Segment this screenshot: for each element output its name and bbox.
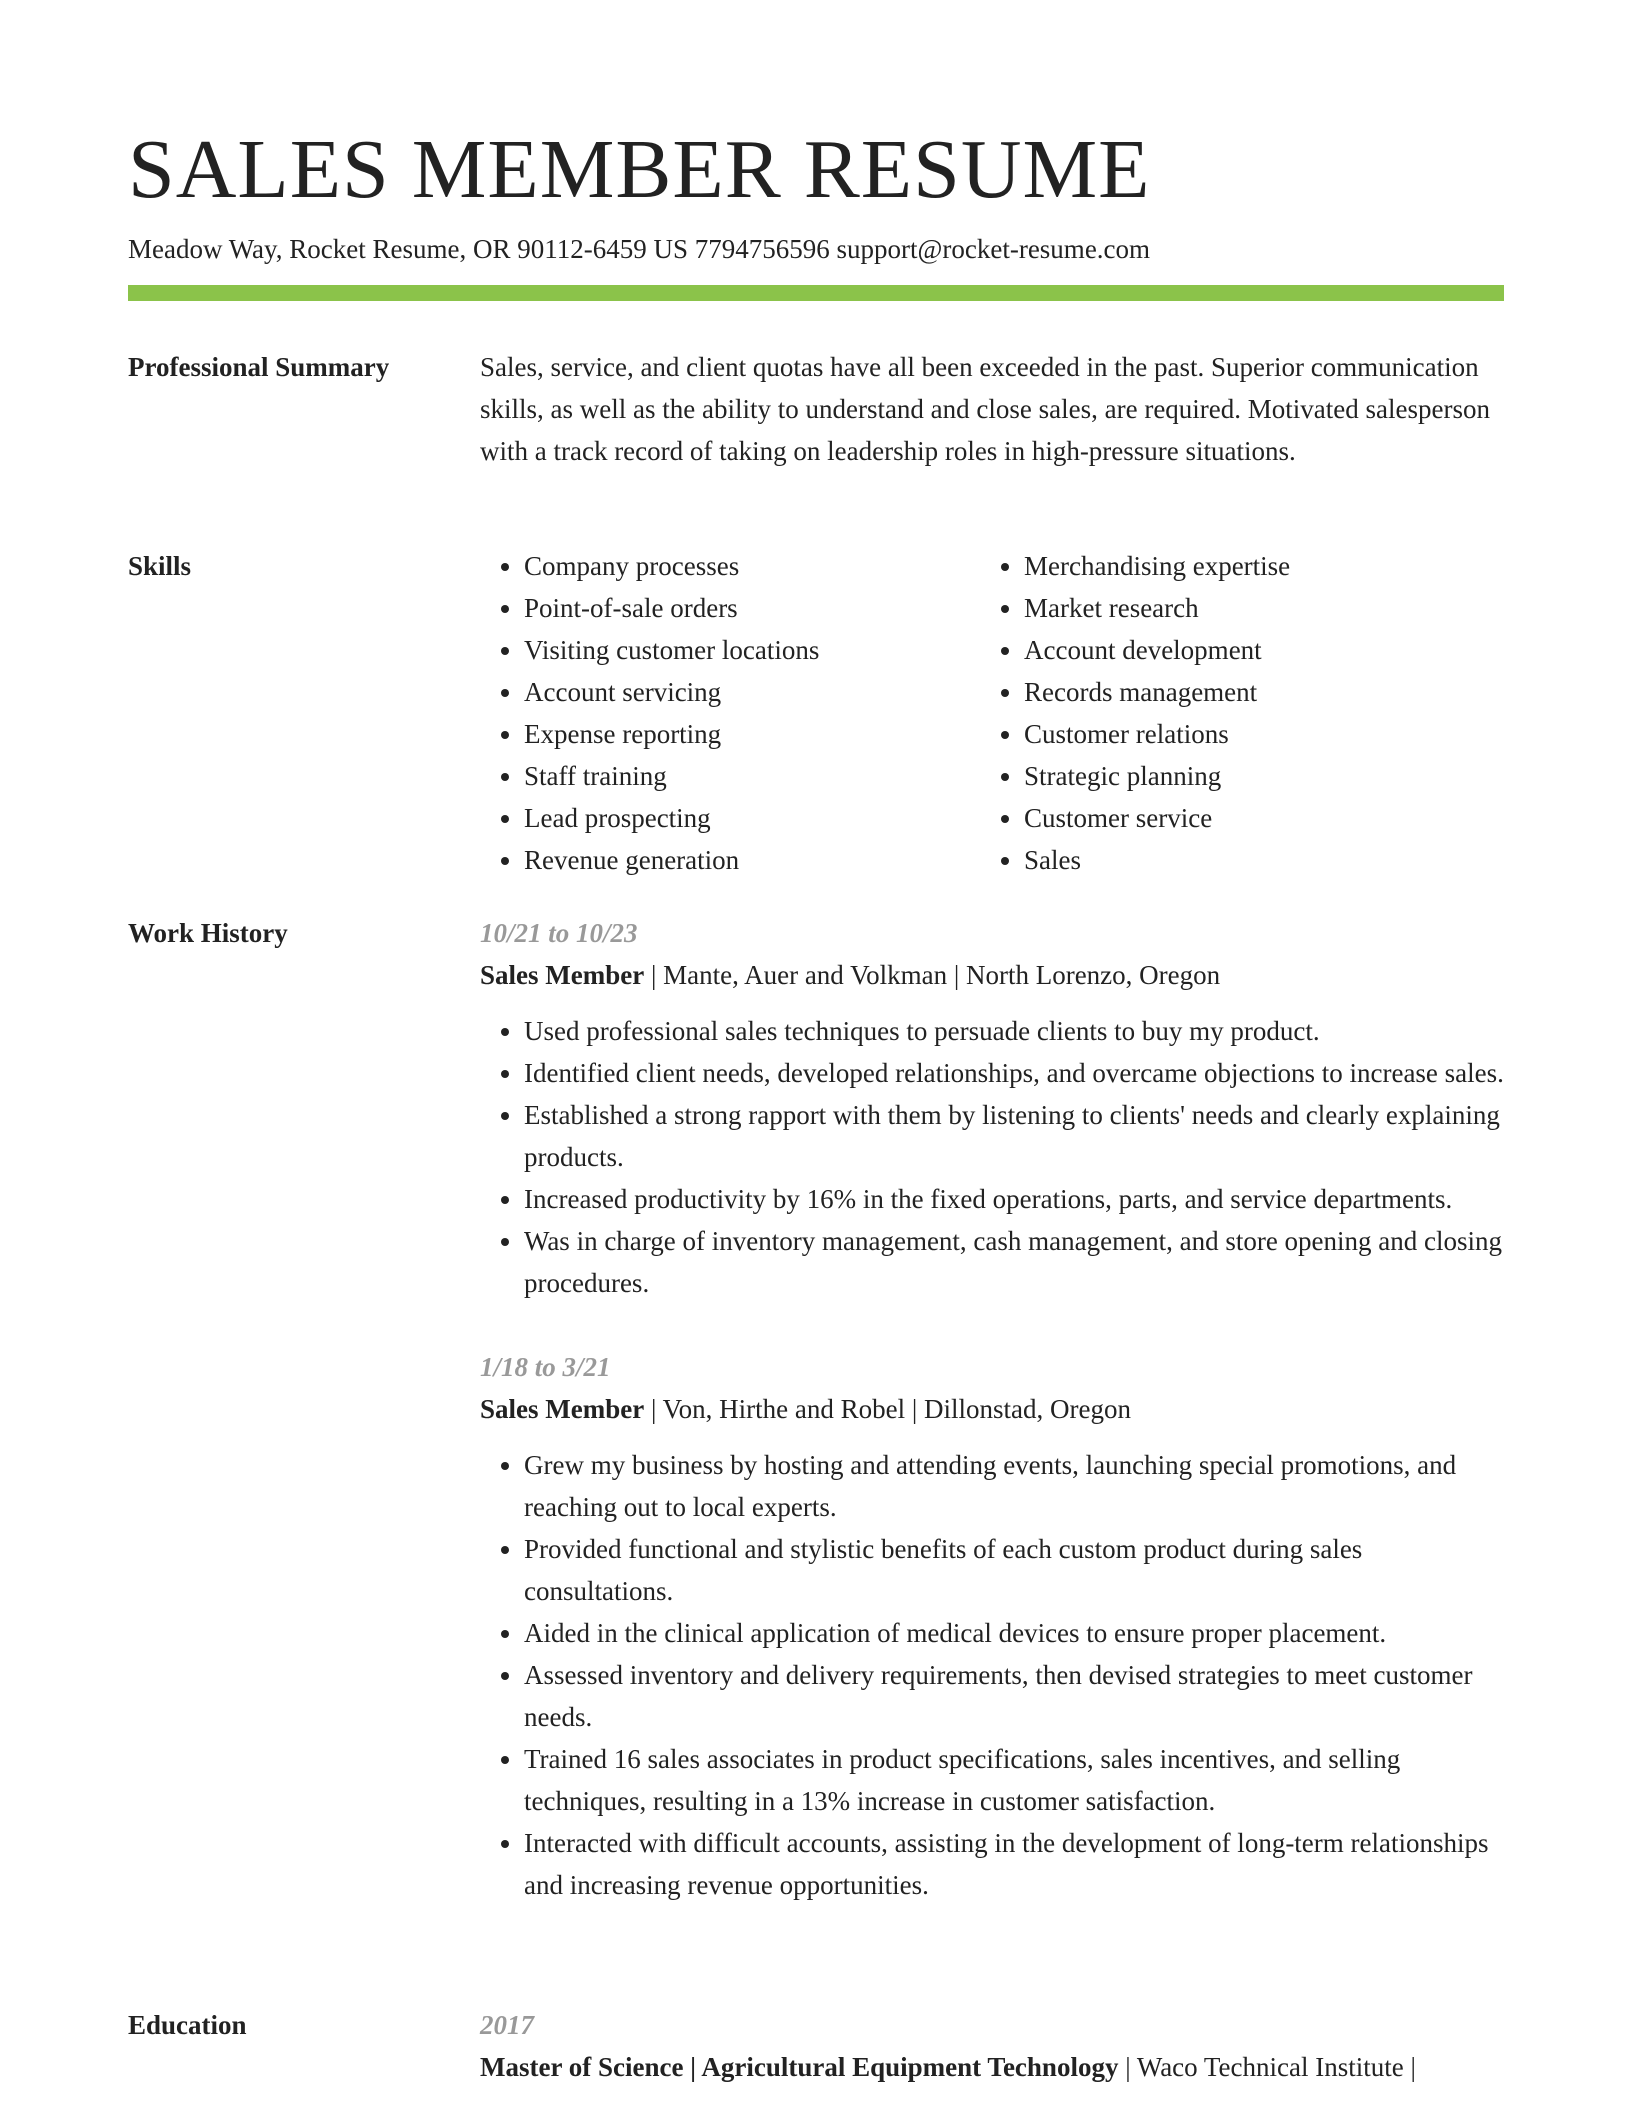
job-bullet: • Trained 16 sales associates in product specifications, sales incentives, and selling techniques, resulting in a 13% increase in customer satisfaction. xyxy=(524,1738,1504,1822)
skill-item: • Records management xyxy=(1024,671,1484,713)
skill-item: • Merchandising expertise xyxy=(1024,545,1484,587)
summary-content xyxy=(480,346,1504,472)
skills-content xyxy=(480,545,1504,881)
job-dates: 1/18 to 3/21 xyxy=(480,1352,611,1382)
education-label: Education xyxy=(128,2010,247,2040)
skills-label: Skills xyxy=(128,551,192,581)
job-dates: 10/21 to 10/23 xyxy=(480,918,638,948)
job-title: Sales Member xyxy=(480,960,645,990)
skill-item: • Account servicing xyxy=(524,671,984,713)
job-bullet: • Was in charge of inventory management, cash management, and store opening and closing procedures. xyxy=(524,1220,1504,1304)
header-divider xyxy=(128,285,1504,301)
skill-item: • Point-of-sale orders xyxy=(524,587,984,629)
education-content xyxy=(480,2004,1504,2088)
job-employer: | Von, Hirthe and Robel | Dillonstad, Oregon xyxy=(644,1394,1131,1424)
job-bullet: • Established a strong rapport with them by listening to clients' needs and clearly explaining products. xyxy=(524,1094,1504,1178)
job-entry xyxy=(480,1346,1504,1906)
job-bullet: • Identified client needs, developed relationships, and overcame objections to increase sales. xyxy=(524,1052,1504,1094)
skills-list-left xyxy=(480,545,984,881)
skill-item: • Customer service xyxy=(1024,797,1484,839)
skill-item: • Staff training xyxy=(524,755,984,797)
work-history-label: Work History xyxy=(128,918,288,948)
job-bullets xyxy=(480,1010,1504,1304)
skill-item: • Revenue generation xyxy=(524,839,984,881)
skill-item: • Market research xyxy=(1024,587,1484,629)
education-heading xyxy=(480,2046,1504,2088)
job-bullets xyxy=(480,1444,1504,1906)
skills-list-right xyxy=(980,545,1484,881)
summary-text: Sales, service, and client quotas have all been exceeded in the past. Superior communication skills, as well as the ability to understand and close sales, are required. Motivated salesperson with a track record of taking on leadership roles in high-pressure situations. xyxy=(480,352,1490,466)
job-heading xyxy=(480,1388,1504,1430)
contact-line: Meadow Way, Rocket Resume, OR 90112-6459 US 7794756596 support@rocket-resume.com xyxy=(128,234,1151,264)
skill-item: • Strategic planning xyxy=(1024,755,1484,797)
skill-item: • Sales xyxy=(1024,839,1484,881)
job-heading xyxy=(480,954,1504,996)
skill-item: • Expense reporting xyxy=(524,713,984,755)
job-bullet: • Assessed inventory and delivery requirements, then devised strategies to meet customer needs. xyxy=(524,1654,1504,1738)
job-bullet: • Grew my business by hosting and attending events, launching special promotions, and reaching out to local experts. xyxy=(524,1444,1504,1528)
job-bullet: • Aided in the clinical application of medical devices to ensure proper placement. xyxy=(524,1612,1504,1654)
skill-item: • Account development xyxy=(1024,629,1484,671)
resume-title: SALES MEMBER RESUME xyxy=(128,123,1151,216)
skill-item: • Company processes xyxy=(524,545,984,587)
job-bullet: • Increased productivity by 16% in the fixed operations, parts, and service departments. xyxy=(524,1178,1504,1220)
job-employer: | Mante, Auer and Volkman | North Lorenzo, Oregon xyxy=(644,960,1221,990)
job-bullet: • Interacted with difficult accounts, assisting in the development of long-term relationships and increasing revenue opportunities. xyxy=(524,1822,1504,1906)
work-history-content xyxy=(480,912,1504,1906)
skill-item: • Customer relations xyxy=(1024,713,1484,755)
job-entry xyxy=(480,912,1504,1304)
education-school: | Waco Technical Institute | xyxy=(1118,2052,1416,2082)
education-year: 2017 xyxy=(480,2010,534,2040)
job-bullet: • Provided functional and stylistic benefits of each custom product during sales consultations. xyxy=(524,1528,1504,1612)
skill-item: • Lead prospecting xyxy=(524,797,984,839)
education-degree: Master of Science | Agricultural Equipment Technology xyxy=(480,2052,1119,2082)
job-bullet: • Used professional sales techniques to persuade clients to buy my product. xyxy=(524,1010,1504,1052)
skill-item: • Visiting customer locations xyxy=(524,629,984,671)
summary-label: Professional Summary xyxy=(128,352,390,382)
job-title: Sales Member xyxy=(480,1394,645,1424)
